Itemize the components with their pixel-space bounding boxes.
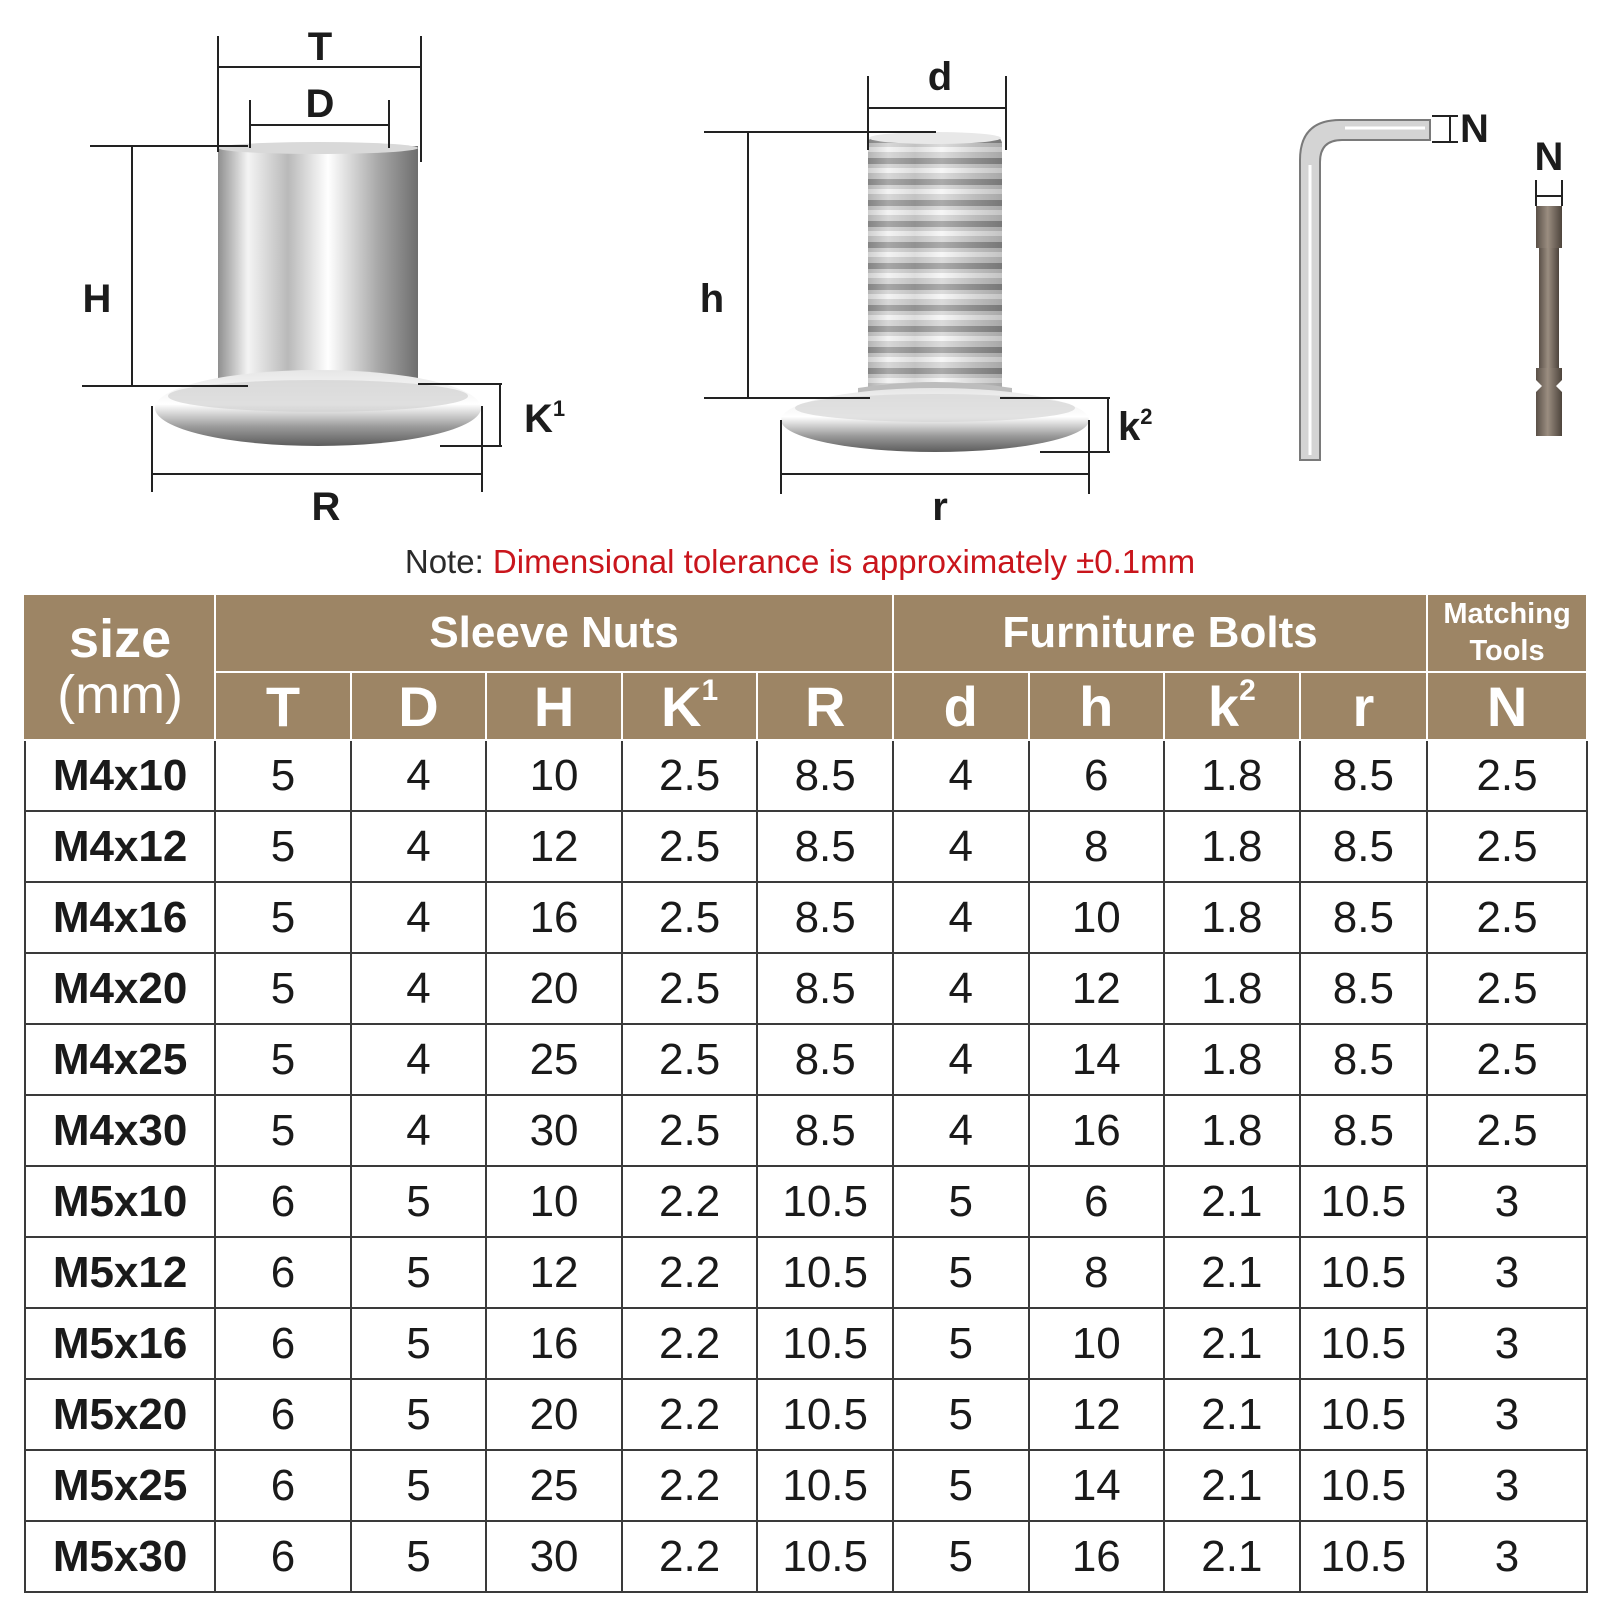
cell-size: M5x25 [25, 1450, 215, 1521]
cell-h: 10 [1029, 1308, 1165, 1379]
sleeve-nut-drawing [155, 142, 481, 446]
cell-N: 2.5 [1427, 740, 1587, 811]
cell-h: 14 [1029, 1450, 1165, 1521]
cell-h: 12 [1029, 1379, 1165, 1450]
label-N-bit: N [1534, 135, 1564, 179]
label-H: H [82, 277, 112, 321]
cell-d: 5 [893, 1521, 1029, 1592]
cell-N: 2.5 [1427, 882, 1587, 953]
cell-d: 4 [893, 1095, 1029, 1166]
cell-D: 5 [351, 1237, 487, 1308]
col-H: H [486, 672, 622, 740]
label-N-wrench: N [1460, 107, 1489, 151]
cell-D: 5 [351, 1379, 487, 1450]
cell-k2: 2.1 [1164, 1450, 1300, 1521]
cell-N: 2.5 [1427, 1095, 1587, 1166]
col-K1: $K^1$ [622, 672, 758, 740]
cell-N: 2.5 [1427, 1024, 1587, 1095]
cell-T: 5 [215, 882, 351, 953]
cell-T: 5 [215, 953, 351, 1024]
table-row [25, 1379, 1587, 1450]
cell-K1: 2.2 [622, 1379, 758, 1450]
cell-R: 10.5 [757, 1379, 893, 1450]
cell-T: 6 [215, 1379, 351, 1450]
cell-r: 10.5 [1300, 1308, 1427, 1379]
cell-d: 4 [893, 882, 1029, 953]
note-text: Dimensional tolerance is approximately ±0.1mm [492, 543, 1196, 580]
cell-d: 4 [893, 811, 1029, 882]
hex-bit-drawing [1536, 206, 1562, 436]
cell-H: 20 [486, 953, 622, 1024]
cell-K1: 2.2 [622, 1521, 758, 1592]
cell-N: 2.5 [1427, 953, 1587, 1024]
col-k2: $k^2$ [1164, 672, 1300, 740]
cell-K1: 2.2 [622, 1308, 758, 1379]
cell-R: 10.5 [757, 1166, 893, 1237]
cell-r: 8.5 [1300, 953, 1427, 1024]
cell-size: M4x16 [25, 882, 215, 953]
cell-size: M4x20 [25, 953, 215, 1024]
cell-K1: 2.5 [622, 1095, 758, 1166]
dimension-diagrams [0, 0, 1600, 545]
cell-K1: 2.5 [622, 811, 758, 882]
table-row [25, 953, 1587, 1024]
cell-D: 4 [351, 1095, 487, 1166]
table-row [25, 1166, 1587, 1237]
cell-k2: 1.8 [1164, 811, 1300, 882]
hex-key-dimension-lines [1432, 116, 1458, 142]
cell-T: 6 [215, 1166, 351, 1237]
cell-d: 4 [893, 953, 1029, 1024]
cell-r: 10.5 [1300, 1166, 1427, 1237]
hex-bit-dimension-lines [1536, 180, 1562, 206]
cell-k2: 2.1 [1164, 1379, 1300, 1450]
cell-D: 5 [351, 1166, 487, 1237]
header-matching-tools [1427, 594, 1587, 672]
header-furniture-bolts: Furniture Bolts [893, 594, 1427, 672]
cell-h: 16 [1029, 1095, 1165, 1166]
cell-r: 10.5 [1300, 1450, 1427, 1521]
cell-H: 16 [486, 882, 622, 953]
header-group-row [25, 594, 1587, 672]
cell-size: M5x20 [25, 1379, 215, 1450]
cell-H: 25 [486, 1450, 622, 1521]
cell-K1: 2.2 [622, 1450, 758, 1521]
table-row [25, 882, 1587, 953]
cell-D: 5 [351, 1521, 487, 1592]
table-row [25, 1024, 1587, 1095]
cell-K1: 2.2 [622, 1166, 758, 1237]
cell-h: 8 [1029, 811, 1165, 882]
cell-N: 3 [1427, 1166, 1587, 1237]
label-d: d [927, 55, 953, 99]
cell-size: M5x16 [25, 1308, 215, 1379]
cell-T: 5 [215, 1024, 351, 1095]
col-d: d [893, 672, 1029, 740]
cell-k2: 1.8 [1164, 953, 1300, 1024]
cell-k2: 1.8 [1164, 1095, 1300, 1166]
cell-H: 30 [486, 1521, 622, 1592]
label-k2: $k^2$ [1118, 404, 1153, 449]
table-row [25, 1237, 1587, 1308]
cell-N: 3 [1427, 1450, 1587, 1521]
cell-K1: 2.5 [622, 953, 758, 1024]
label-T: T [307, 25, 333, 69]
cell-T: 5 [215, 811, 351, 882]
cell-size: M5x12 [25, 1237, 215, 1308]
cell-N: 3 [1427, 1521, 1587, 1592]
cell-H: 30 [486, 1095, 622, 1166]
cell-K1: 2.5 [622, 882, 758, 953]
cell-R: 8.5 [757, 1095, 893, 1166]
cell-d: 5 [893, 1166, 1029, 1237]
label-K1: $K^1$ [524, 396, 566, 441]
col-R: R [757, 672, 893, 740]
cell-T: 6 [215, 1308, 351, 1379]
cell-k2: 2.1 [1164, 1308, 1300, 1379]
table-body [25, 740, 1587, 1592]
cell-H: 12 [486, 1237, 622, 1308]
cell-size: M4x12 [25, 811, 215, 882]
cell-k2: 2.1 [1164, 1166, 1300, 1237]
cell-r: 10.5 [1300, 1379, 1427, 1450]
cell-h: 14 [1029, 1024, 1165, 1095]
cell-r: 8.5 [1300, 811, 1427, 882]
cell-T: 6 [215, 1237, 351, 1308]
cell-k2: 2.1 [1164, 1521, 1300, 1592]
cell-T: 5 [215, 1095, 351, 1166]
cell-size: M4x25 [25, 1024, 215, 1095]
header-tools-line1: Matching [1443, 598, 1571, 630]
cell-size: M4x30 [25, 1095, 215, 1166]
cell-R: 10.5 [757, 1237, 893, 1308]
header-tools-line2: Tools [1469, 635, 1545, 667]
hex-key-drawing [1300, 120, 1430, 460]
cell-r: 8.5 [1300, 740, 1427, 811]
cell-k2: 1.8 [1164, 882, 1300, 953]
cell-k2: 2.1 [1164, 1237, 1300, 1308]
label-R: R [311, 485, 341, 529]
cell-r: 10.5 [1300, 1521, 1427, 1592]
cell-K1: 2.2 [622, 1237, 758, 1308]
cell-D: 4 [351, 953, 487, 1024]
col-N: N [1427, 672, 1587, 740]
cell-D: 4 [351, 1024, 487, 1095]
cell-r: 8.5 [1300, 1095, 1427, 1166]
table-row [25, 1521, 1587, 1592]
header-size [25, 594, 215, 740]
cell-h: 16 [1029, 1521, 1165, 1592]
col-T: T [215, 672, 351, 740]
cell-k2: 1.8 [1164, 740, 1300, 811]
header-size-line2: (mm) [57, 665, 184, 725]
cell-size: M4x10 [25, 740, 215, 811]
cell-N: 3 [1427, 1379, 1587, 1450]
cell-h: 12 [1029, 953, 1165, 1024]
cell-D: 5 [351, 1450, 487, 1521]
table-row [25, 1095, 1587, 1166]
cell-R: 10.5 [757, 1450, 893, 1521]
col-h: h [1029, 672, 1165, 740]
cell-d: 4 [893, 740, 1029, 811]
cell-R: 10.5 [757, 1521, 893, 1592]
table-row [25, 1450, 1587, 1521]
col-D: D [351, 672, 487, 740]
cell-D: 4 [351, 740, 487, 811]
cell-r: 10.5 [1300, 1237, 1427, 1308]
label-D: D [305, 82, 335, 126]
cell-h: 6 [1029, 1166, 1165, 1237]
cell-H: 16 [486, 1308, 622, 1379]
cell-H: 10 [486, 1166, 622, 1237]
note-prefix: Note: [404, 543, 493, 580]
cell-R: 8.5 [757, 740, 893, 811]
col-r: r [1300, 672, 1427, 740]
cell-D: 4 [351, 882, 487, 953]
cell-D: 4 [351, 811, 487, 882]
cell-h: 10 [1029, 882, 1165, 953]
sleeve-nut-barrel [218, 146, 418, 396]
cell-size: M5x10 [25, 1166, 215, 1237]
tolerance-note [0, 540, 1600, 584]
cell-R: 8.5 [757, 811, 893, 882]
cell-R: 8.5 [757, 1024, 893, 1095]
cell-h: 6 [1029, 740, 1165, 811]
cell-H: 25 [486, 1024, 622, 1095]
cell-r: 8.5 [1300, 1024, 1427, 1095]
cell-N: 3 [1427, 1237, 1587, 1308]
header-col-row [25, 672, 1587, 740]
cell-R: 10.5 [757, 1308, 893, 1379]
table-row [25, 740, 1587, 811]
cell-K1: 2.5 [622, 740, 758, 811]
label-h: h [699, 277, 725, 321]
cell-d: 4 [893, 1024, 1029, 1095]
cell-d: 5 [893, 1308, 1029, 1379]
furniture-bolt-drawing [781, 132, 1089, 452]
cell-R: 8.5 [757, 953, 893, 1024]
table-row [25, 1308, 1587, 1379]
cell-size: M5x30 [25, 1521, 215, 1592]
cell-H: 12 [486, 811, 622, 882]
cell-H: 20 [486, 1379, 622, 1450]
spec-table [24, 593, 1588, 1593]
cell-k2: 1.8 [1164, 1024, 1300, 1095]
header-sleeve-nuts: Sleeve Nuts [215, 594, 893, 672]
cell-d: 5 [893, 1450, 1029, 1521]
cell-R: 8.5 [757, 882, 893, 953]
cell-d: 5 [893, 1379, 1029, 1450]
label-r: r [932, 485, 948, 529]
cell-N: 2.5 [1427, 811, 1587, 882]
cell-h: 8 [1029, 1237, 1165, 1308]
cell-N: 3 [1427, 1308, 1587, 1379]
table-header [25, 594, 1587, 740]
cell-K1: 2.5 [622, 1024, 758, 1095]
cell-H: 10 [486, 740, 622, 811]
cell-T: 6 [215, 1521, 351, 1592]
table-row [25, 811, 1587, 882]
cell-D: 5 [351, 1308, 487, 1379]
cell-d: 5 [893, 1237, 1029, 1308]
cell-T: 6 [215, 1450, 351, 1521]
cell-r: 8.5 [1300, 882, 1427, 953]
header-size-line1: size [69, 609, 172, 669]
cell-T: 5 [215, 740, 351, 811]
